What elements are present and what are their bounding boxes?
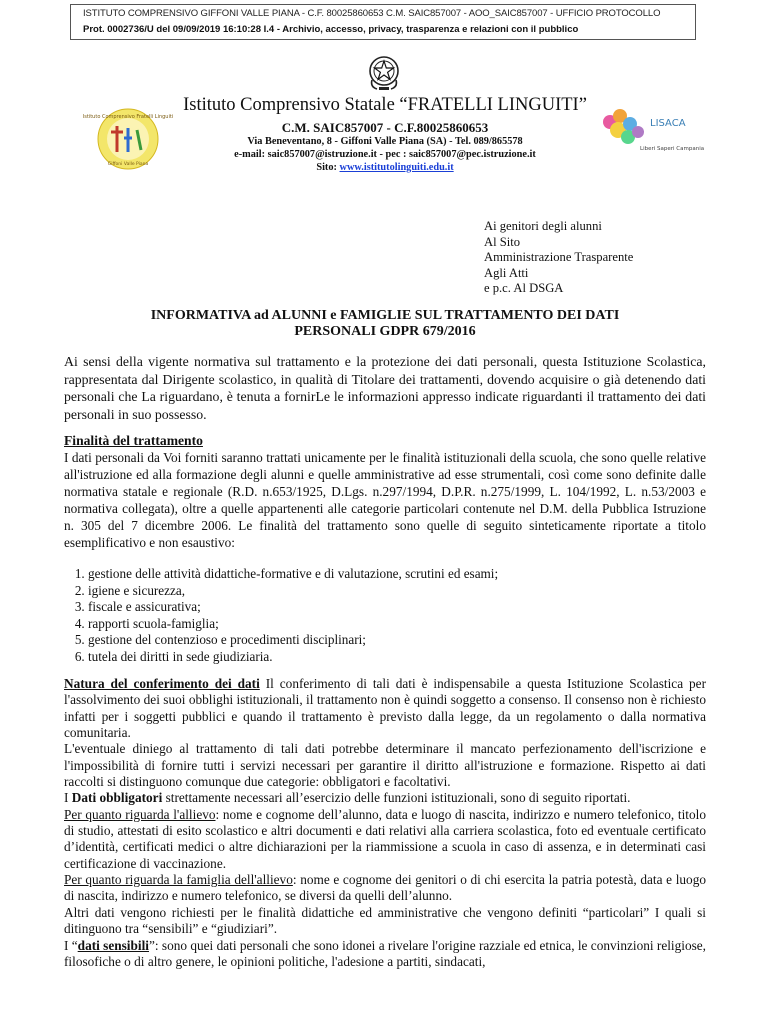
list-item: 4. rapporti scuola-famiglia;: [88, 616, 498, 633]
recipient-line: Agli Atti: [484, 265, 529, 280]
natura-section: [64, 676, 706, 970]
institute-codes: C.M. SAIC857007 - C.F.80025860653: [281, 120, 489, 135]
finalita-heading: Finalità del trattamento: [64, 433, 203, 448]
allievo-text: : nome e cognome dell’alunno, data e luogo di nascita, indirizzo e numero telefonico, titolo di studio, attestati di esito scolastico e altri documenti e dati relativi alla carriera scolastica, foto ed eventuale certificato d’identità, certificati medici o altre dichiarazioni per la riammissione a scuola in caso di assenza, e in determinati casi certificazione di vaccinazione.: [64, 806, 706, 871]
recipient-line: Al Sito: [484, 234, 521, 249]
famiglia-paragraph: [64, 872, 706, 905]
protocol-stamp: [70, 4, 696, 40]
document-title-line-2: PERSONALI GDPR 679/2016: [294, 324, 476, 339]
famiglia-label: Per quanto riguarda la famiglia dell'allievo: [64, 872, 293, 888]
natura-paragraph-1: [64, 676, 706, 741]
altri-dati-paragraph: Altri dati vengono richiesti per le finalità didattiche ed amministrative che vengono definiti “particolari” I quali si ditinguono tra “sensibili” e “giudiziari”.: [64, 904, 706, 937]
lisaca-letters: LISACA: [650, 118, 686, 129]
obbligatori-prefix: I: [64, 790, 72, 806]
institute-address: Via Beneventano, 8 - Giffoni Valle Piana (SA) - Tel. 089/865578: [247, 136, 523, 147]
school-logo-text-top: Istituto Comprensivo Fratelli Linguiti: [82, 114, 174, 120]
list-item: 2. igiene e sicurezza,: [88, 583, 498, 600]
list-item: 1. gestione delle attività didattiche-formative e di valutazione, scrutini ed esami;: [88, 566, 498, 583]
institute-email: e-mail: saic857007@istruzione.it - pec : saic857007@pec.istruzione.it: [234, 149, 536, 160]
recipient-line: Ai genitori degli alunni: [484, 219, 602, 233]
recipients-block: [484, 219, 633, 297]
allievo-label: Per quanto riguarda l'allievo: [64, 806, 216, 822]
obbligatori-text: strettamente necessari all’esercizio delle funzioni istituzionali, sono di seguito riportati.: [162, 790, 631, 806]
famiglia-text: : nome e cognome dei genitori o di chi esercita la patria potestà, data e luogo di nascita, indirizzo e numero telefonico, se diversi da quelli dell’alunno.: [64, 872, 706, 904]
site-link[interactable]: www.istitutolinguiti.edu.it: [339, 162, 454, 173]
italian-republic-emblem-icon: [367, 54, 401, 92]
sensibili-text: ”: sono quei dati personali che sono idonei a rivelare l'origine razziale ed etnica, le convinzioni religiose, filosofiche o di altro genere, le opinioni politiche, l'adesione a partiti, sindacati,: [64, 937, 707, 969]
sensibili-prefix: I “: [64, 937, 78, 953]
allievo-paragraph: [64, 807, 706, 872]
dati-sensibili-paragraph: [64, 938, 706, 971]
intro-paragraph: Ai sensi della vigente normativa sul trattamento e la protezione dei dati personali, questa Istituzione Scolastica, rappresentata dal Dirigente scolastico, in qualità di Titolare dei trattamenti, dovendo acquisire o già detenendo dati personali che La riguardano, è tenuta a fornirLe le informazioni appresso indicate riguardanti il trattamento dei dati personali in suo possesso.: [64, 354, 706, 422]
protocol-line-1: ISTITUTO COMPRENSIVO GIFFONI VALLE PIANA - C.F. 80025860653 C.M. SAIC857007 - AOO_SAIC857007 - UFFICIO PROTOCOLLO: [83, 8, 661, 19]
recipient-line: e p.c. Al DSGA: [484, 281, 564, 296]
institute-name: Istituto Comprensivo Statale “FRATELLI LINGUITI”: [183, 95, 587, 115]
document-title-line-1: INFORMATIVA ad ALUNNI e FAMIGLIE SUL TRATTAMENTO DEI DATI: [150, 308, 620, 323]
lisaca-caption: Liberi Saperi Campania: [640, 146, 705, 152]
obbligatori-term: Dati obbligatori: [71, 790, 163, 806]
list-item: 3. fiscale e assicurativa;: [88, 599, 498, 616]
finalita-text: I dati personali da Voi forniti saranno trattati unicamente per le finalità istituzionali della scuola, che sono quelle relative all'istruzione ed alla formazione degli alunni e quelle amministrative ad esse strumentali, così come sono definite dalle normativa statale e regionale (R.D. n.653/1925, D.Lgs. n.297/1994, D.P.R. n.275/1999, L. 104/1992, L. n.53/2003 e normativa collegata), oltre a quelle appartenenti alle categorie particolari contenute nel D.M. della Pubblica Istruzione n. 305 del 7 dicembre 2006. Le finalità del trattamento sono quelle di seguito sinteticamente riportate a titolo esemplificativo e non esaustivo:: [64, 450, 706, 550]
document-title: [60, 308, 710, 340]
institute-site: [0, 162, 770, 173]
finalita-section: [64, 432, 706, 551]
natura-heading: Natura del conferimento dei dati: [64, 676, 260, 691]
recipient-line: Amministrazione Trasparente: [484, 250, 634, 265]
school-logo-text-bottom: Giffoni Valle Piana: [107, 162, 149, 167]
list-item: 6. tutela dei diritti in sede giudiziaria.: [88, 649, 498, 666]
natura-text-1: Il conferimento di tali dati è indispensabile a questa Istituzione Scolastica per l'assolvimento dei suoi obblighi istituzionali, il trattamento non è quindi soggetto a consenso. Il consenso non è richiesto infatti per i soggetti pubblici e quando il trattamento è previsto dalla legge, da un regolamento o dalla normativa comunitaria.: [64, 676, 707, 741]
finalita-list: [60, 566, 498, 666]
protocol-line-2: Prot. 0002736/U del 09/09/2019 16:10:28 I.4 - Archivio, accesso, privacy, trasparenza e relazioni con il pubblico: [83, 24, 579, 35]
sensibili-term: dati sensibili: [77, 937, 149, 953]
site-label: Sito:: [316, 162, 340, 173]
dati-obbligatori-paragraph: [64, 790, 706, 806]
list-item: 5. gestione del contenzioso e procedimenti disciplinari;: [88, 632, 498, 649]
natura-text-2: L'eventuale diniego al trattamento di tali dati potrebbe determinare il mancato perfezionamento dell'iscrizione e l'impossibilità di fornire tutti i servizi necessari per garantire il diritto all'istruzione e formazione. Rispetto ai dati raccolti si distinguono comunque due categorie: obbligatori e facoltativi.: [64, 741, 706, 790]
